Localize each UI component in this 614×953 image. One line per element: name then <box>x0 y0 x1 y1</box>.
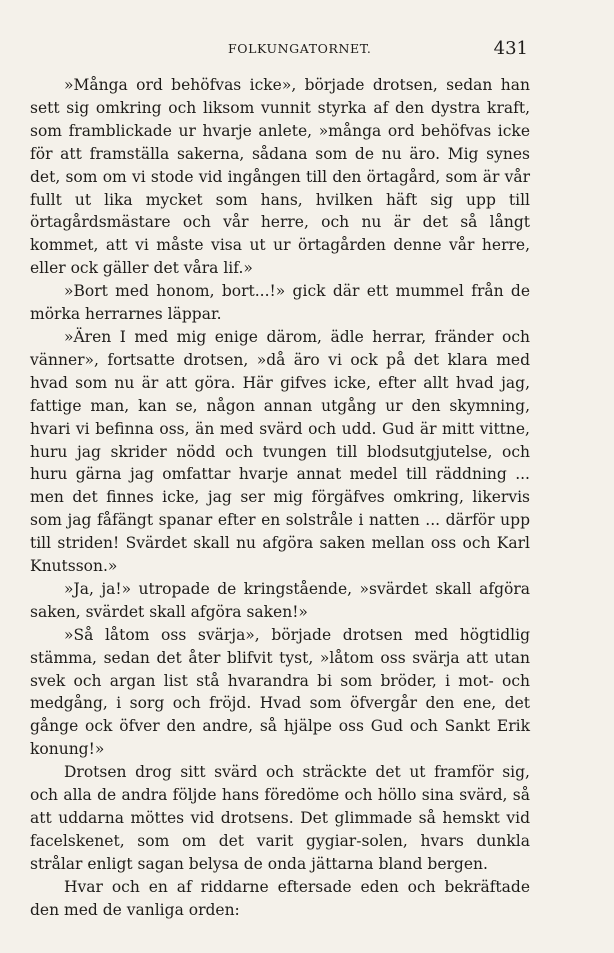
body-text <box>30 74 530 922</box>
running-title: FOLKUNGATORNET. <box>228 41 372 56</box>
page-header <box>30 38 530 62</box>
paragraph: »Många ord behöfvas icke», började drotsen, sedan han sett sig omkring och liksom vunnit styrka af den dystra kraft, som framblickade ur hvarje anlete, »många ord behöfvas icke för att framställa sakerna, sådana som de nu äro. Mig synes det, som om vi stode vid ingången till den örtagård, som är vår fullt ut lika mycket som hans, hvilken häft sig upp till örtagårdsmästare och vår herre, och nu är det så långt kommet, att vi måste visa ut ur örtagården denne vår herre, eller ock gäller det våra lif.» <box>30 76 530 278</box>
paragraph: Drotsen drog sitt svärd och sträckte det ut framför sig, och alla de andra följde hans föredöme och höllo sina svärd, så att uddarna möttes vid drotsens. Det glimmade så hemskt vid facelskenet, som om det varit gygiar-solen, hvars dunkla strålar enligt sagan belysa de onda jättarna bland bergen. <box>30 763 530 873</box>
page-number: 431 <box>493 38 528 59</box>
paragraph: »Ären I med mig enige därom, ädle herrar, fränder och vänner», fortsatte drotsen, »då äro vi ock på det klara med hvad som nu är att göra. Här gifves icke, efter allt hvad jag, fattige man, kan se, någon annan utgång ur den skymning, hvari vi befinna oss, än med svärd och udd. Gud är mitt vittne, huru jag skrider nödd och tvungen till blodsutgjutelse, och huru gärna jag omfattar hvarje annat medel till räddning ... men det finnes icke, jag ser mig förgäfves omkring, likervis som jag fåfängt spanar efter en solstråle i natten ... därför upp till striden! Svärdet skall nu afgöra saken mellan oss och Karl Knutsson.» <box>30 327 530 576</box>
paragraph: Hvar och en af riddarne eftersade eden och bekräftade den med de vanliga orden: <box>30 877 530 919</box>
paragraph: »Ja, ja!» utropade de kringstående, »svärdet skall afgöra saken, svärdet skall afgöra saken!» <box>30 579 530 621</box>
paragraph: »Bort med honom, bort...!» gick där ett mummel från de mörka herrarnes läppar. <box>30 282 530 324</box>
paragraph: »Så låtom oss svärja», började drotsen med högtidlig stämma, sedan det åter blifvit tyst, »låtom oss svärja att utan svek och argan list stå hvarandra bi som bröder, i mot- och medgång, i sorg och fröjd. Hvad som öfvergår den ene, det gånge ock öfver den andre, så hjälpe oss Gud och Sankt Erik konung!» <box>30 625 530 759</box>
